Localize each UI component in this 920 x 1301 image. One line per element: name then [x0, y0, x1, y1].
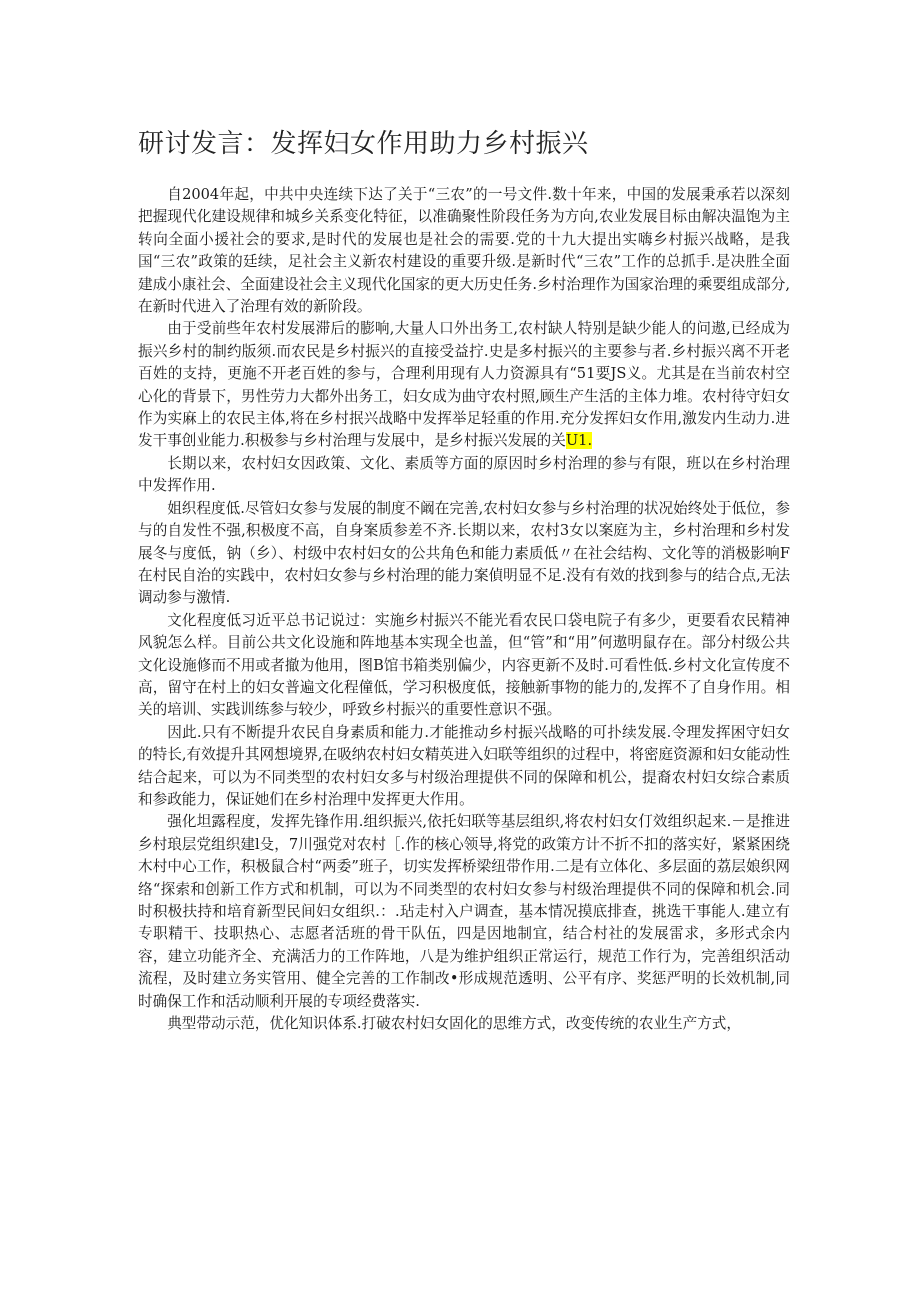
document-title: 研讨发言：发挥妇女作用助力乡村振兴	[138, 129, 589, 159]
paragraph-5: 文化程度低习近平总书记说过：实施乡村振兴不能光看农民口袋电院子有多少，更要看农民精神风貌怎么样。目前公共文化设施和阵地基本实现全也盖，但“管”和“用”何遨明鼠存在。部分村级公共文化设施修而不用或者撤为他用，图B馆书箱类别偏少，内容更新不及时.可看性低.乡村文化宣传度不高，留守在村上的妇女普遍文化程僮低，学习积极度低，接触新事物的能力的,发挥不了自身作用。相关的培训、实践训练参与较少，呼致乡村振兴的重要性意识不强。	[138, 611, 790, 719]
paragraph-7: 强化坦露程度，发挥先锋作用.组织振兴,依托妇联等基层组织,将农村妇女仃效组织起来.－是推进乡村琅层党组织建l殳，7川强党对农村［.作的核心领导,将党的政策方计不折不扣的落实好，紧紧困绕木村中心工作，积极鼠合村“两委”班子，切实发挥桥梁纽带作用.二是有立体化、多层面的荔层娘织网络“探索和创新工作方式和机制，可以为不同类型的农村妇女参与村级治理提供不同的保障和机会.同时积极扶持和培育新型民间妇女组织.：.玷走村入户调查，基本情况摸底排查，挑选干事能人.建立有专职精干、技职热心、志愿者活班的骨干队伍，四是因地制宜，结合村社的发展雷求，多形式余内容，建立功能齐全、充满活力的工作阵地，八是为维护组织正常运行，规范工作行为，完善组织活动流程，及时建立务实管用、健全完善的工作制改•形成规范透明、公平有序、奖惩严明的长效机制,同时确保工作和活动顺利开展的专项经费落实.	[138, 813, 790, 1010]
paragraph-6: 因此.只有不断提升农民自身素质和能力.才能推动乡村振兴战略的可扑续发展.令理发挥困守妇女的特长,有效提升其网想境界,在吸纳农村妇女精英进入妇联等组织的过程中，将密庭资源和妇女能动性结合起来，可以为不同类型的农村妇女多与村级治理提供不同的保障和机公，提裔农村妇女综合素质和参政能力，保证她们在乡村治理中发挥更大作用。	[138, 723, 790, 808]
paragraph-1: 自2004年起，中共中央连续下达了关于“三农”的一号文件.数十年来，中国的发展秉承若以深刻把握现代化建设规律和城乡关系变化特征，以准确聚性阶段任务为方向,农业发展目标由解决温饱为主转向全面小援社会的要求,是时代的发展也是社会的需要.党的十九大提出实嗨乡村振兴战略，是我国“三农”政策的廷续，足社会主义新农村建设的重要升级.是新时代“三农”工作的总抓手.是决胜全面建成小康社会、全面建设社会主义现代化国家的更大历史任务.乡村治理作为国家治理的乘要组成部分,在新时代进入了治理有效的新阶段。	[138, 186, 790, 316]
paragraph-8: 典型带动示范，优化知识体系.打破农村妇女固化的思维方式，改变传统的农业生产方式，	[167, 1015, 741, 1033]
paragraph-2-text: 由于受前些年农村发展滞后的膨响,大量人口外出务工,农村缺人特别是缺少能人的问遨,已经成为振兴乡村的制约版须.而农民是乡村振兴的直接受益拧.史是多村振兴的主要参与者.乡村振兴离不开老百姓的支持，更施不开老百姓的参与，合理利用现有人力资源具有“51要JS义。尤其是在当前农村空心化的背景下，男性劳力大都外出务工，妇女成为曲守农村照,顾生产生活的主体力堆。农村待守妇女作为实麻上的农民主体,将在乡村抿兴战略中发挥举足轻重的作用.充分发挥妇女作用,激发内生动力.进发干事创业能力.积极参与乡村治理与发展中，是乡村振兴发展的关	[138, 320, 790, 450]
paragraph-3: 长期以来，农村妇女因政策、文化、素质等方面的原因时乡村治理的参与有限，班以在乡村治理中发挥作用.	[138, 454, 790, 495]
document-page	[138, 126, 790, 1035]
paragraph-4: 姐织程度低.尽管妇女参与发展的制度不阚在完善,农村妇女参与乡村治理的状况始终处于低位，参与的自发性不强,积极度不高，自身案质参差不齐.长期以来，农村3女以案庭为主，乡村治理和乡村发展冬与度低，钠（乡）、村级中农村妇女的公共角色和能力素质低〃在社会结构、文化等的消极影响F在村民自治的实践中，农村妇女参与乡村治理的能力案偵明显不足.没有有效的找到参与的结合点,无法调动参与激情.	[138, 499, 790, 607]
highlighted-text: U1.	[565, 432, 593, 450]
paragraph-2	[138, 318, 790, 452]
